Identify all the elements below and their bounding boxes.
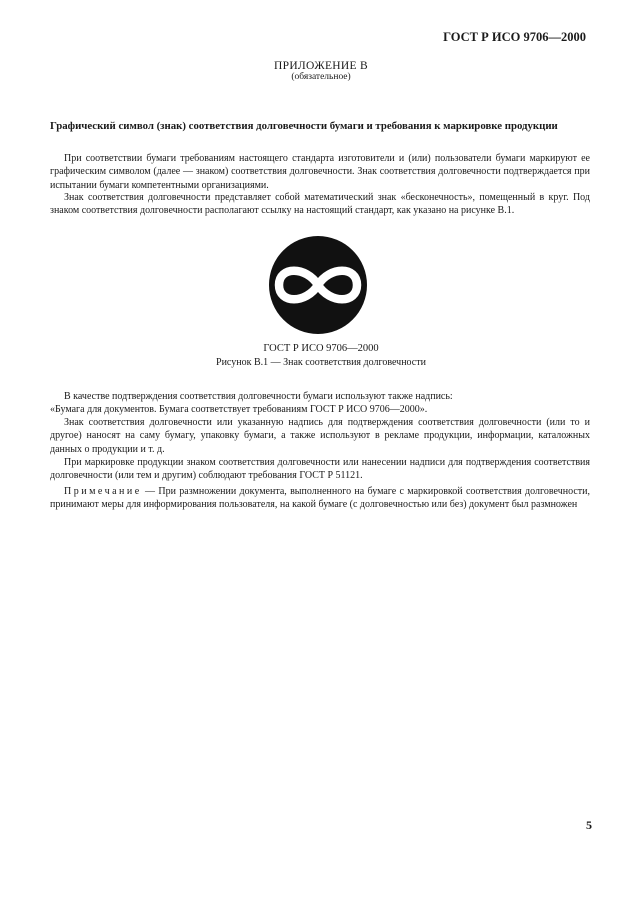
- note-label: Примечание: [64, 486, 142, 497]
- figure-caption-title: Рисунок В.1 — Знак соответствия долговечности: [216, 357, 426, 368]
- figure-symbol: [248, 230, 388, 340]
- paragraph-inscription-text: «Бумага для документов. Бумага соответствует требованиям ГОСТ Р ИСО 9706—2000».: [50, 404, 428, 415]
- appendix-status-note: (обязательное): [291, 72, 351, 82]
- note-paragraph: [50, 485, 590, 512]
- paragraph-inscription-intro: В качестве подтверждения соответствия долговечности бумаги используют также надпись:: [64, 391, 453, 402]
- paragraph-requirements: При маркировке продукции знаком соответствия долговечности или нанесении надписи для подтверждения соответствия долговечности (или тем и другим) соблюдают требования ГОСТ Р 51121.: [50, 457, 590, 482]
- appendix-title: ПРИЛОЖЕНИЕ В: [274, 60, 368, 72]
- infinity-in-circle-icon: [248, 230, 388, 340]
- paragraph-application: Знак соответствия долговечности или указанную надпись для подтверждения соответствия долговечности (или то и другое) наносят на саму бумагу, упаковку бумаги, а также используют в рекламе продукции, информации, каталожных данных о продукции и т. д.: [50, 417, 590, 455]
- document-standard-header: ГОСТ Р ИСО 9706—2000: [443, 30, 586, 44]
- paragraph-marking: При соответствии бумаги требованиям настоящего стандарта изготовители и (или) пользователи бумаги маркируют ее графическим символом (далее — знаком) соответствия долговечности. Знак соответствия долговечности подтверждается при испытании бумаги компетентными организациями.: [50, 153, 590, 191]
- page-number: 5: [586, 818, 592, 832]
- paragraph-symbol-description: Знак соответствия долговечности представляет собой математический знак «бесконечность», помещенный в круг. Под знаком соответствия долговечности располагают ссылку на настоящий стандарт, как указано на рисунке В.1.: [50, 192, 590, 217]
- note-text: — При размножении документа, выполненного на бумаге с маркировкой соответствия долговечности, принимают меры для информирования пользователя, на какой бумаге (с долговечностью или без) документ был размножен: [50, 486, 590, 511]
- figure-caption-standard: ГОСТ Р ИСО 9706—2000: [263, 343, 379, 354]
- section-heading: Графический символ (знак) соответствия долговечности бумаги и требования к маркировке продукции: [50, 120, 558, 132]
